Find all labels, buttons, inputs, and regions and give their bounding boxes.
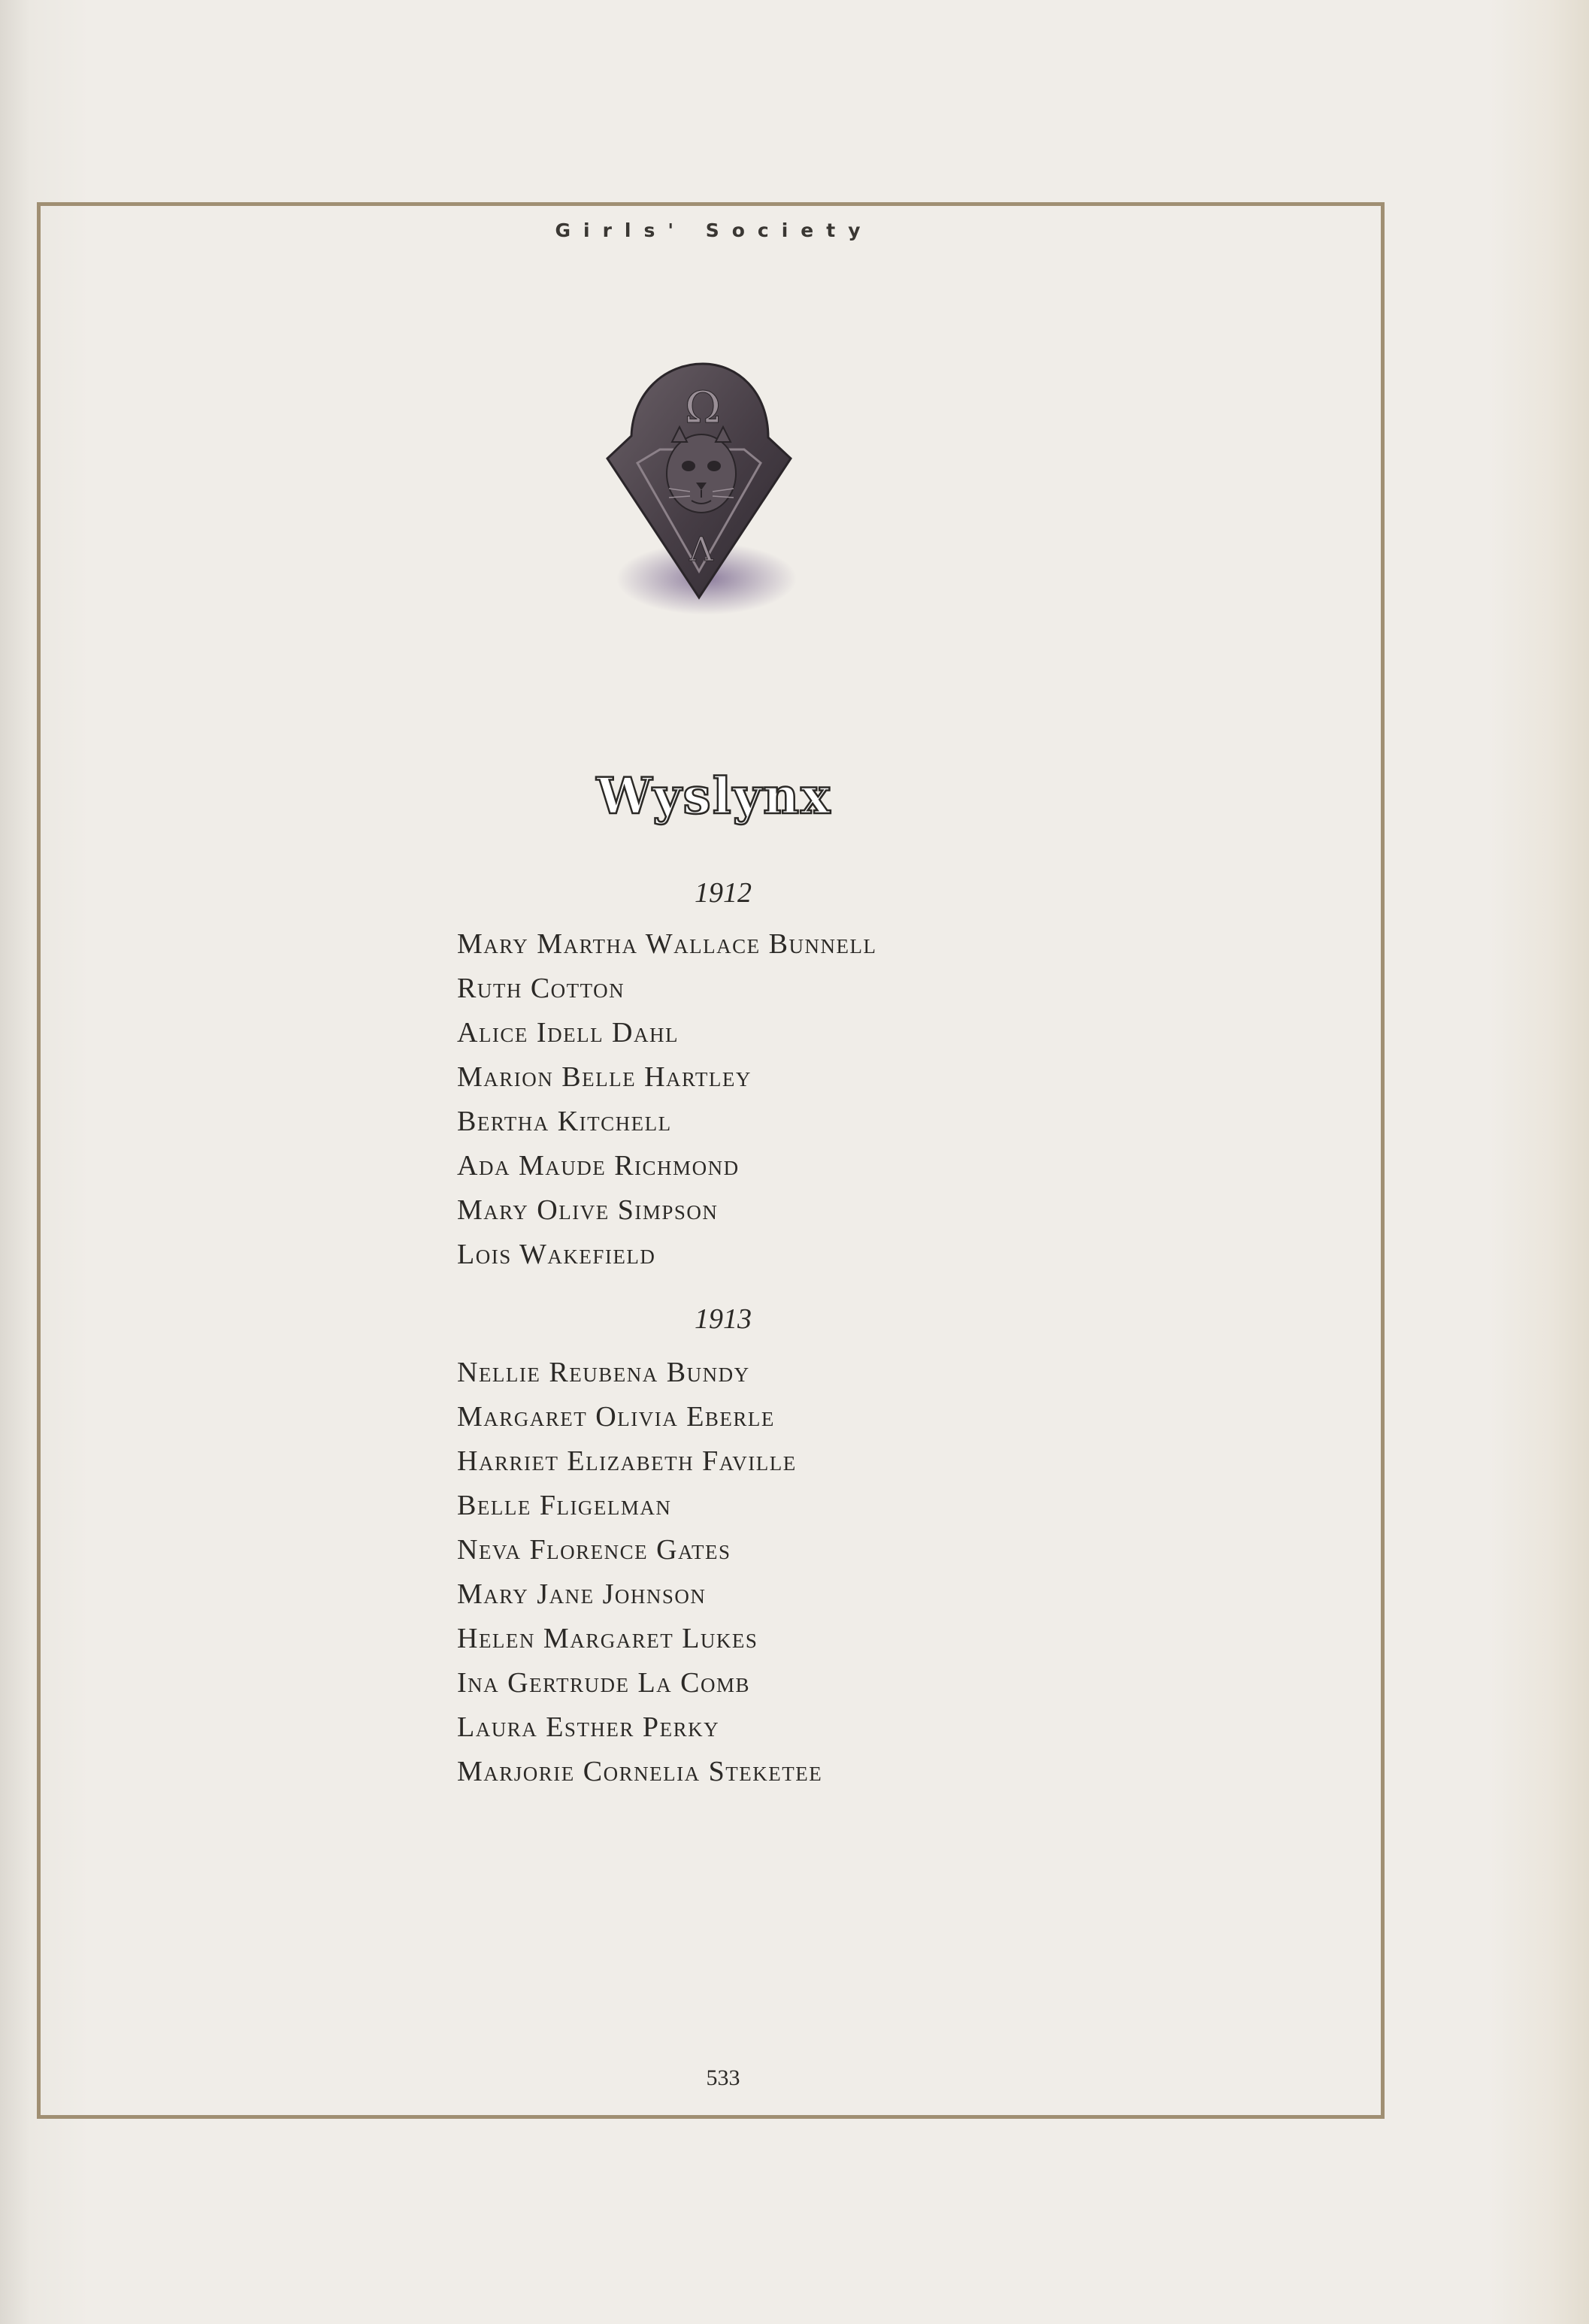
member-name: Marion Belle Hartley <box>457 1061 752 1093</box>
society-name: Wyslynx <box>596 767 832 825</box>
member-name: Laura Esther Perky <box>457 1711 720 1743</box>
member-name: Ada Maude Richmond <box>457 1150 740 1182</box>
member-name: Nellie Reubena Bundy <box>457 1357 750 1388</box>
lynx-crest-pin-icon <box>594 353 812 624</box>
member-name: Mary Jane Johnson <box>457 1578 707 1610</box>
class-year-1912: 1912 <box>695 877 752 909</box>
class-year-1913: 1913 <box>695 1303 752 1335</box>
svg-text:Λ: Λ <box>689 531 713 569</box>
member-name: Mary Olive Simpson <box>457 1194 719 1226</box>
member-list-1912 <box>457 922 876 1277</box>
member-name: Neva Florence Gates <box>457 1534 731 1566</box>
member-name: Ina Gertrude La Comb <box>457 1667 751 1699</box>
member-name: Ruth Cotton <box>457 973 625 1004</box>
running-head: Girls' Society <box>555 219 873 241</box>
member-name: Marjorie Cornelia Steketee <box>457 1756 823 1787</box>
member-name: Bertha Kitchell <box>457 1106 672 1137</box>
member-name: Alice Idell Dahl <box>457 1017 679 1049</box>
member-name: Helen Margaret Lukes <box>457 1623 758 1654</box>
page-number: 533 <box>706 2065 740 2090</box>
member-list-1913 <box>457 1351 822 1794</box>
member-name: Mary Martha Wallace Bunnell <box>457 928 877 960</box>
svg-text:Ω: Ω <box>684 382 722 433</box>
member-name: Belle Fligelman <box>457 1490 672 1521</box>
member-name: Margaret Olivia Eberle <box>457 1401 775 1433</box>
member-name: Lois Wakefield <box>457 1239 656 1270</box>
member-name: Harriet Elizabeth Faville <box>457 1445 797 1477</box>
